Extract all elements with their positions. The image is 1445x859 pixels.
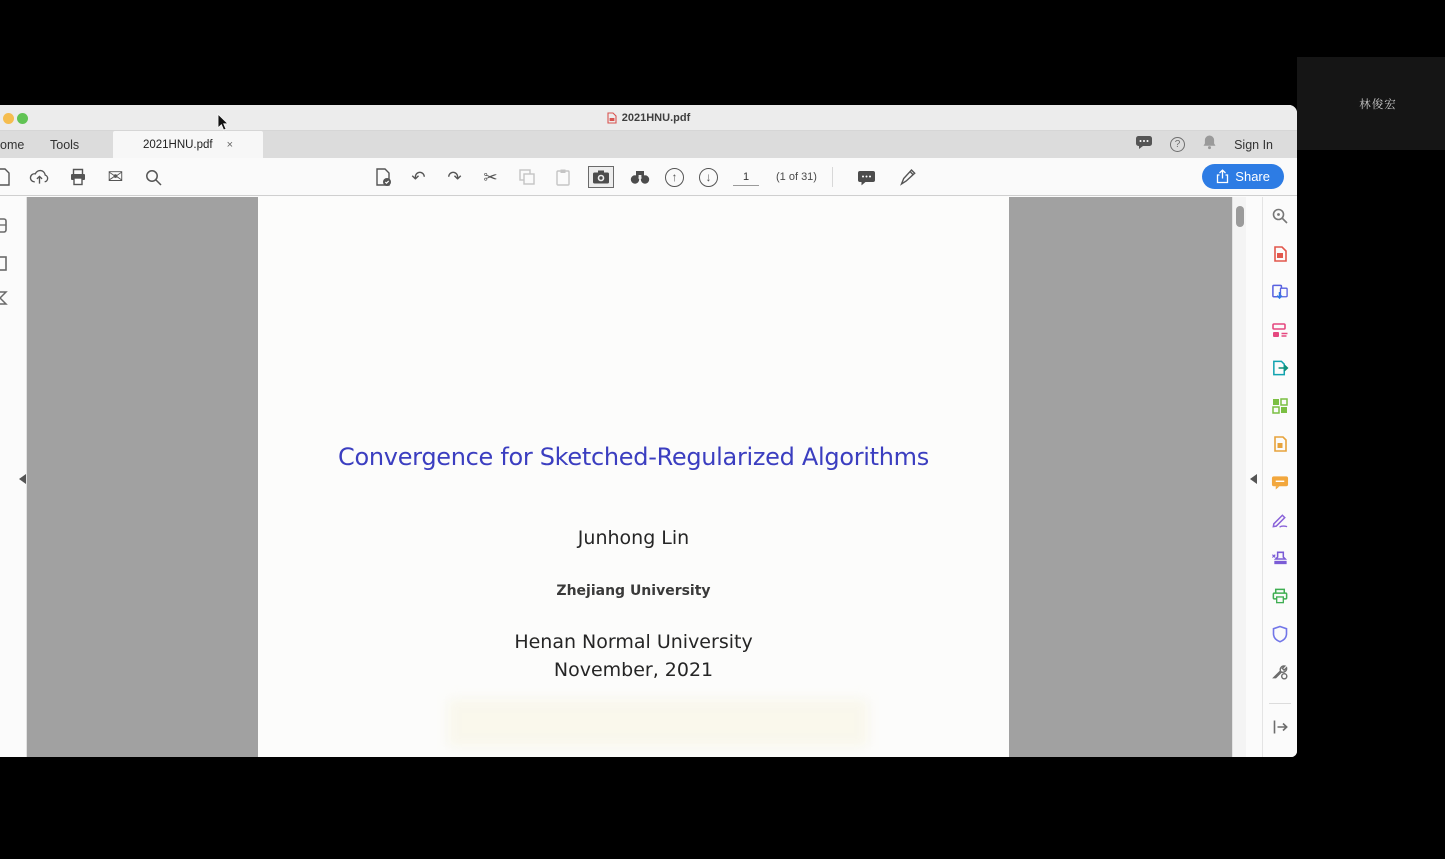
more-tools-icon[interactable] (1271, 663, 1289, 681)
page-up-icon[interactable]: ↑ (665, 168, 684, 187)
tools-rail (1262, 197, 1297, 757)
export-pdf-icon[interactable] (1271, 283, 1289, 301)
scrollbar-thumb[interactable] (1236, 206, 1244, 227)
rail-divider (1269, 703, 1291, 704)
save-file-icon[interactable] (0, 167, 12, 188)
collapse-left-panel-icon[interactable] (19, 474, 26, 484)
fill-sign-icon[interactable] (1271, 511, 1289, 529)
sign-in-link[interactable]: Sign In (1234, 137, 1273, 152)
paste-icon[interactable] (552, 167, 573, 188)
page-number-input[interactable] (733, 169, 759, 186)
navigation-pane-rail[interactable] (0, 197, 27, 757)
video-participant-tile (1297, 57, 1445, 150)
main-toolbar (0, 158, 1297, 196)
page-artifact-tint (448, 699, 868, 747)
pdf-page (258, 197, 1009, 757)
toolbar-divider (832, 167, 833, 187)
mouse-cursor (214, 112, 230, 132)
cloud-upload-icon[interactable] (29, 167, 50, 188)
share-icon (1216, 169, 1229, 184)
share-button[interactable] (1202, 164, 1284, 189)
vertical-scrollbar[interactable] (1232, 197, 1246, 757)
send-file-icon[interactable] (1271, 359, 1289, 377)
share-button-label: Share (1235, 169, 1270, 184)
slide-title: Convergence for Sketched-Regularized Algorithms (338, 443, 929, 471)
collapse-right-panel-icon[interactable] (1250, 474, 1257, 484)
acrobat-window (0, 105, 1297, 757)
right-panel-strip (1246, 197, 1262, 757)
tab-home[interactable]: ome (0, 137, 25, 152)
thumbnails-panel-icon[interactable] (0, 217, 8, 234)
page-down-icon[interactable]: ↓ (699, 168, 718, 187)
bookmarks-panel-icon[interactable] (0, 255, 8, 272)
window-title: 2021HNU.pdf (621, 112, 691, 124)
comment-icon[interactable] (856, 167, 877, 188)
participant-name: 林俊宏 (1359, 98, 1397, 111)
combine-files-icon[interactable] (1271, 397, 1289, 415)
slide-date: November, 2021 (553, 659, 714, 681)
cut-icon[interactable]: ✂ (483, 167, 498, 187)
page-count-label: (1 of 31) (776, 171, 817, 183)
edit-pdf-icon[interactable] (1271, 321, 1289, 339)
tab-document[interactable] (113, 131, 263, 158)
pdf-file-icon (607, 112, 617, 124)
comment-tool-icon[interactable] (1271, 473, 1289, 491)
tab-tools[interactable]: Tools (50, 137, 80, 152)
bell-icon[interactable] (1202, 134, 1217, 155)
scan-ocr-icon[interactable] (1271, 587, 1289, 605)
organize-pages-icon[interactable] (1271, 435, 1289, 453)
email-icon[interactable]: ✉ (107, 166, 124, 188)
protect-icon[interactable] (1271, 625, 1289, 643)
document-viewport[interactable] (0, 197, 1297, 757)
create-pdf-icon[interactable] (1271, 245, 1289, 263)
window-titlebar[interactable] (0, 105, 1297, 131)
tab-close-icon[interactable]: × (226, 138, 234, 151)
search-tools-icon[interactable] (1271, 207, 1289, 225)
snapshot-icon[interactable] (588, 166, 614, 188)
highlighter-icon[interactable] (898, 167, 919, 188)
slide-affiliation: Zhejiang University (556, 583, 711, 599)
chat-bubble-icon[interactable] (1135, 134, 1153, 155)
help-icon[interactable]: ? (1170, 137, 1185, 152)
find-icon[interactable] (629, 167, 650, 188)
tab-bar (0, 131, 1297, 158)
copy-icon[interactable] (516, 167, 537, 188)
tab-document-label: 2021HNU.pdf (142, 138, 213, 151)
redo-icon[interactable]: ↷ (447, 167, 462, 187)
search-icon[interactable] (143, 167, 164, 188)
attachments-panel-icon[interactable] (0, 289, 8, 306)
print-icon[interactable] (67, 167, 88, 188)
slide-venue: Henan Normal University (514, 631, 753, 653)
open-tools-panel-icon[interactable] (1271, 718, 1289, 736)
stamp-icon[interactable] (1271, 549, 1289, 567)
page-check-icon[interactable] (372, 167, 393, 188)
slide-author: Junhong Lin (577, 527, 690, 549)
undo-icon[interactable]: ↶ (411, 167, 426, 187)
